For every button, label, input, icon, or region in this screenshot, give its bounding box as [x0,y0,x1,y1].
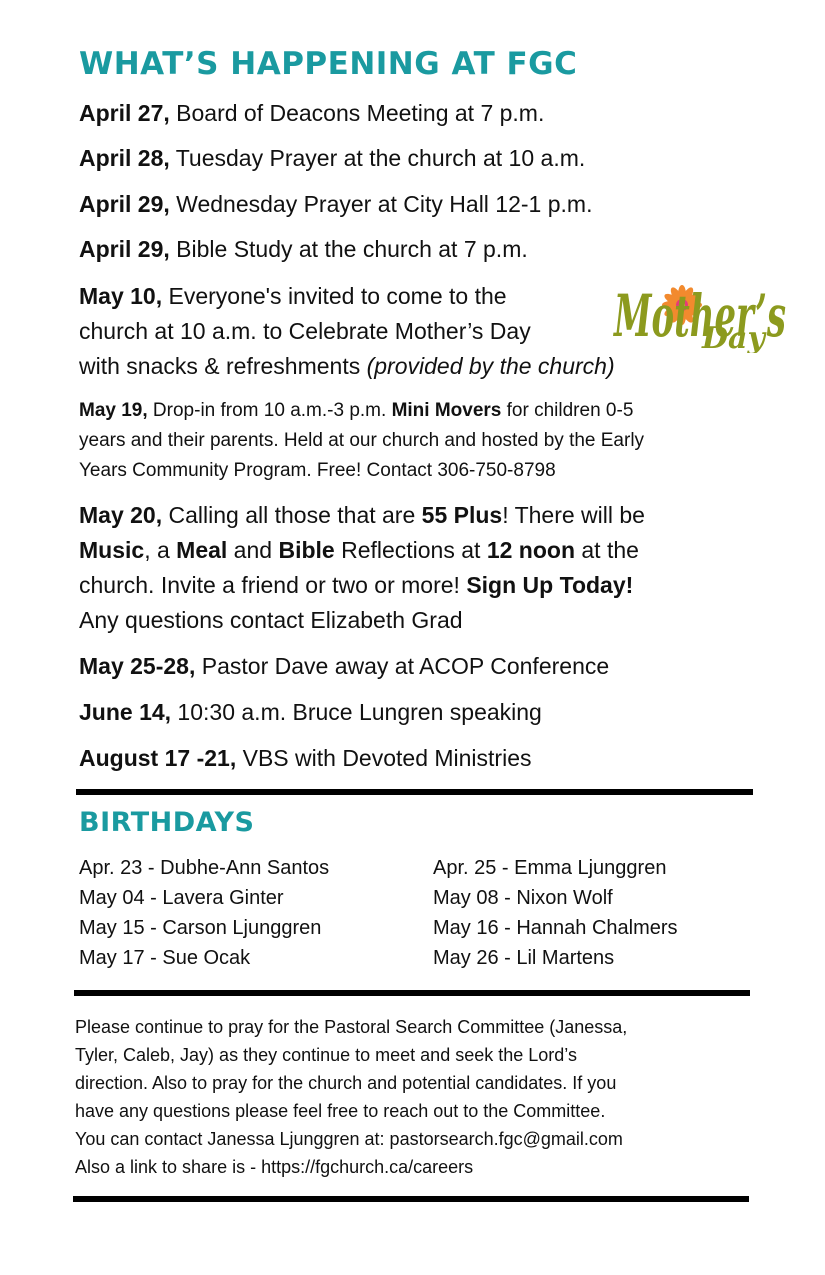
event-item [79,279,615,384]
event-text: ! There will be [502,502,645,528]
birthday-item: May 04 - Lavera Ginter [79,887,284,909]
event-text: and [227,537,279,563]
event-text: Any questions contact Elizabeth Grad [79,607,463,633]
event-text: Calling all those that are [162,502,422,528]
mothers-day-logo [610,278,790,353]
event-date: April 27, [79,100,170,126]
event-date: August 17 -21, [79,745,237,771]
pastoral-search-note [75,1013,765,1181]
note-line: have any questions please feel free to reach out to the Committee. [75,1101,606,1121]
event-text: Pastor Dave away at ACOP Conference [195,653,610,679]
event-item [79,96,544,131]
event-highlight: 12 noon [486,537,575,563]
birthday-list-left [79,853,329,973]
event-item [79,232,528,267]
divider [73,1196,749,1202]
event-text: 10:30 a.m. Bruce Lungren speaking [171,699,542,725]
event-text: Years Community Program. Free! Contact 306-750-8798 [79,460,556,481]
event-text: Reflections at [334,537,487,563]
event-highlight: 55 Plus [421,502,503,528]
event-date: April 29, [79,236,170,262]
logo-text: Mother’s [612,282,786,350]
event-date: April 29, [79,191,170,217]
note-line: Tyler, Caleb, Jay) as they continue to meet and seek the Lord’s [75,1045,577,1065]
event-item [79,498,645,638]
event-item [79,396,644,486]
divider [76,789,753,795]
birthday-item: May 08 - Nixon Wolf [433,887,613,909]
birthday-item: May 16 - Hannah Chalmers [433,917,678,939]
birthday-item: May 17 - Sue Ocak [79,947,251,969]
note-line: Also a link to share is - https://fgchurch.ca/careers [75,1157,474,1177]
event-text: Bible Study at the church at 7 p.m. [169,236,528,262]
event-text: at the [575,537,639,563]
event-highlight: Music [79,537,145,563]
event-date: May 25-28, [79,653,196,679]
event-date: June 14, [79,699,172,725]
event-date: May 19, [79,400,148,421]
divider [74,990,750,996]
logo-text: Day [702,321,765,353]
event-text: Board of Deacons Meeting at 7 p.m. [169,100,545,126]
event-text: Wednesday Prayer at City Hall 12-1 p.m. [169,191,593,217]
event-date: May 10, [79,283,163,309]
event-highlight: Mini Movers [391,400,502,421]
event-text: Everyone's invited to come to the [162,283,507,309]
note-line: direction. Also to pray for the church and potential candidates. If you [75,1073,617,1093]
birthday-item: May 15 - Carson Ljunggren [79,917,322,939]
event-text: , a [144,537,177,563]
event-item [79,649,609,684]
event-text: Tuesday Prayer at the church at 10 a.m. [169,145,586,171]
event-note: (provided by the church) [366,353,615,379]
birthday-item: Apr. 23 - Dubhe-Ann Santos [79,857,330,879]
birthday-item: Apr. 25 - Emma Ljunggren [433,857,667,879]
event-date: May 20, [79,502,163,528]
page-title: WHAT’S HAPPENING AT FGC [79,46,578,82]
event-highlight: Bible [278,537,335,563]
event-item [79,741,532,776]
event-text: church. Invite a friend or two or more! [79,572,467,598]
event-text: VBS with Devoted Ministries [236,745,532,771]
event-text: church at 10 a.m. to Celebrate Mother’s Day [79,318,531,344]
note-line: Please continue to pray for the Pastoral Search Committee (Janessa, [75,1017,628,1037]
event-highlight: Meal [176,537,228,563]
birthday-list-right [433,853,678,973]
event-highlight: Sign Up Today! [466,572,634,598]
event-text: with snacks & refreshments [79,353,367,379]
event-item [79,695,542,730]
event-item [79,141,585,176]
birthday-item: May 26 - Lil Martens [433,947,615,969]
section-title-birthdays: BIRTHDAYS [79,807,255,838]
event-text: years and their parents. Held at our church and hosted by the Early [79,430,645,451]
note-line: You can contact Janessa Ljunggren at: pastorsearch.fgc@gmail.com [75,1129,623,1149]
event-text: for children 0-5 [501,400,634,421]
event-item [79,187,592,222]
event-text: Drop-in from 10 a.m.-3 p.m. [147,400,392,421]
event-date: April 28, [79,145,170,171]
